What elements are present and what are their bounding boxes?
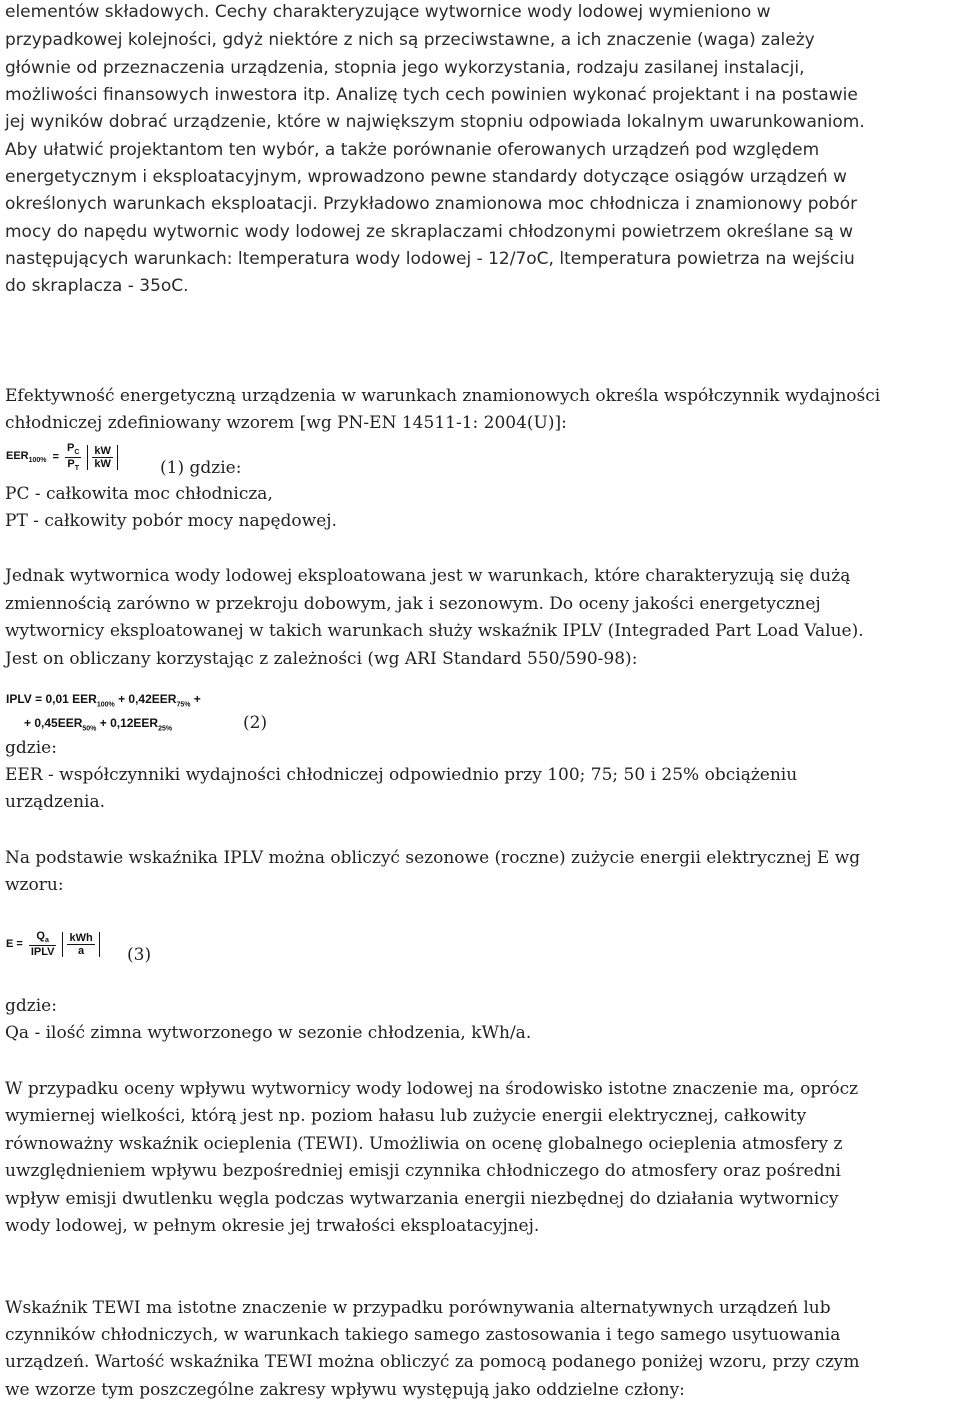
- text-line: jej wyników dobrać urządzenie, które w największym stopniu odpowiada lokalnym uwarunkowaniom.: [5, 112, 865, 132]
- text-line: czynników chłodniczych, w warunkach takiego samego zastosowania i tego samego usytuowania: [5, 1325, 841, 1345]
- formula-1-label: (1) gdzie:: [160, 458, 242, 478]
- definition-pc: PC - całkowita moc chłodnicza,: [5, 484, 273, 504]
- formula-eer-fraction: $\frac{P_C}{P_T}$: [66, 442, 80, 472]
- definition-qa: Qa - ilość zimna wytworzonego w sezonie chłodzenia, kWh/a.: [5, 1023, 532, 1043]
- text-line: wody lodowej, w pełnym okresie jej trwałości eksploatacyjnej.: [5, 1216, 540, 1236]
- text-line: określonych warunkach eksploatacji. Przykładowo znamionowa moc chłodnicza i znamionowy pobór: [5, 194, 858, 214]
- text-line: równoważny wskaźnik ocieplenia (TEWI). Umożliwia on ocenę globalnego ocieplenia atmosfery z: [5, 1134, 843, 1154]
- text-line: wytwornicy eksploatowanej w takich warunkach służy wskaźnik IPLV (Integraded Part Load Value).: [5, 621, 864, 641]
- text-line: przypadkowej kolejności, gdyż niektóre z nich są przeciwstawne, a ich znaczenie (waga) zależy: [5, 30, 815, 50]
- formula-eer-lhs: $EER_{100\%}$: [6, 449, 47, 465]
- formula-eer: $EER_{100\%}$ = $\frac{P_C}{P_T}$ $\frac{kW}{kW}$: [6, 438, 118, 476]
- text-line: elementów składowych. Cechy charakteryzujące wytwornice wody lodowej wymieniono w: [5, 2, 771, 22]
- text-line: chłodniczej zdefiniowany wzorem [wg PN-EN 14511-1: 2004(U)]:: [5, 413, 567, 433]
- formula-iplv-line-1: IPLV = 0,01 $EER_{100\%} + 0,42EER_{75\%}$ +: [6, 692, 201, 709]
- text-line: uwzględnieniem wpływu bezpośredniej emisji czynnika chłodniczego do atmosfery oraz pośredni: [5, 1161, 841, 1181]
- gdzie-label: gdzie:: [5, 738, 57, 758]
- definition-eer-cont: urządzenia.: [5, 792, 105, 812]
- formula-iplv-line-2: + $0,45EER_{50\%} + 0,12EER_{25\%}$: [24, 716, 173, 733]
- text-line: urządzeń. Wartość wskaźnika TEWI można obliczyć za pomocą podanego poniżej wzoru, przy czym: [5, 1352, 860, 1372]
- text-line: wymiernej wielkości, którą jest np. poziom hałasu lub zużycie energii elektrycznej, całkowity: [5, 1106, 807, 1126]
- definition-pt: PT - całkowity pobór mocy napędowej.: [5, 511, 337, 531]
- text-line: energetycznym i eksploatacyjnym, wprowadzono pewne standardy dotyczące osiągów urządzeń w: [5, 167, 847, 187]
- text-line: głównie od przeznaczenia urządzenia, stopnia jego wykorzystania, rodzaju zasilanej instalacji,: [5, 58, 805, 78]
- text-line: W przypadku oceny wpływu wytwornicy wody lodowej na środowisko istotne znaczenie ma, oprócz: [5, 1079, 859, 1099]
- formula-energy-unit: $\frac{\text{kWh}}{a}$: [62, 932, 99, 957]
- text-line: we wzorze tym poszczególne zakresy wpływu występują jako oddzielne człony:: [5, 1380, 685, 1400]
- text-line: Wskaźnik TEWI ma istotne znaczenie w przypadku porównywania alternatywnych urządzeń lub: [5, 1298, 831, 1318]
- text-line: wzoru:: [5, 875, 64, 895]
- text-line: Jest on obliczany korzystając z zależności (wg ARI Standard 550/590-98):: [5, 649, 638, 669]
- formula-eer-unit: $\frac{kW}{kW}$: [87, 445, 118, 470]
- formula-energy-lhs: E =: [6, 938, 23, 950]
- text-line: Efektywność energetyczną urządzenia w warunkach znamionowych określa współczynnik wydajności: [5, 386, 881, 406]
- text-line: Na podstawie wskaźnika IPLV można obliczyć sezonowe (roczne) zużycie energii elektrycznej E wg: [5, 848, 861, 868]
- text-line: zmiennością zarówno w przekroju dobowym, jak i sezonowym. Do oceny jakości energetycznej: [5, 594, 821, 614]
- text-line: do skraplacza - 35oC.: [5, 276, 189, 296]
- text-line: możliwości finansowych inwestora itp. Analizę tych cech powinien wykonać projektant i na postawie: [5, 85, 858, 105]
- formula-2-label: (2): [243, 713, 268, 733]
- text-line: wpływ emisji dwutlenku węgla podczas wytwarzania energii niezbędnej do działania wytwornicy: [5, 1189, 839, 1209]
- text-line: następujących warunkach: ltemperatura wody lodowej - 12/7oC, ltemperatura powietrza na wejściu: [5, 249, 855, 269]
- formula-energy: [6, 924, 100, 964]
- formula-energy-fraction: $\frac{Q_a}{\text{IPLV}}$: [30, 930, 55, 958]
- text-line: mocy do napędu wytwornic wody lodowej ze skraplaczami chłodzonymi powietrzem określane są w: [5, 222, 854, 242]
- definition-eer: EER - współczynniki wydajności chłodniczej odpowiednio przy 100; 75; 50 i 25% obciążeniu: [5, 765, 798, 785]
- formula-iplv: [6, 690, 201, 739]
- formula-3-label: (3): [127, 945, 152, 965]
- gdzie-label: gdzie:: [5, 996, 57, 1016]
- text-line: Aby ułatwić projektantom ten wybór, a także porównanie oferowanych urządzeń pod względem: [5, 140, 820, 160]
- text-line: Jednak wytwornica wody lodowej eksploatowana jest w warunkach, które charakteryzują się dużą: [5, 566, 851, 586]
